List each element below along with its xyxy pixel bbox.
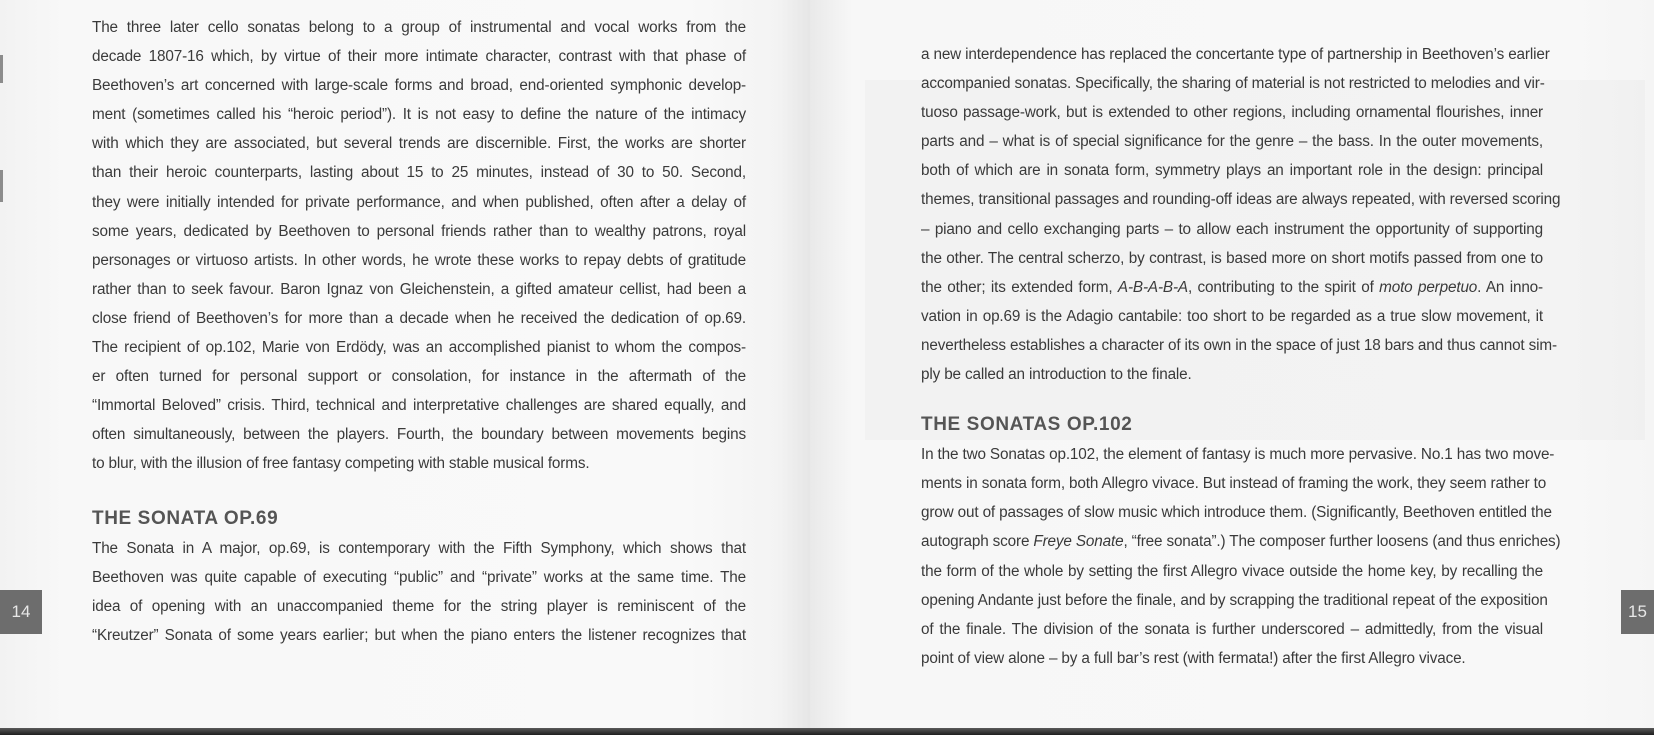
text-line: parts and – what is of special significance for the genre – the bass. In the outer movements,: [921, 133, 1543, 151]
italic-form-label: A-B-A-B-A: [1117, 278, 1188, 296]
text-line: The Sonata in A major, op.69, is contemporary with the Fifth Symphony, which shows that: [92, 539, 746, 557]
text-run: , “free sonata”.) The composer further loosens (and thus enriches): [1123, 533, 1561, 551]
text-run: , contributing to the spirit of: [1187, 278, 1380, 296]
text-line: ment (sometimes called his “heroic period”). It is not easy to define the nature of the intimacy: [92, 106, 746, 124]
text-line: often simultaneously, between the players. Fourth, the boundary between movements begins: [92, 426, 746, 444]
text-line: decade 1807-16 which, by virtue of their more intimate character, contrast with that phase of: [92, 48, 746, 66]
scan-bottom-edge: [0, 728, 1654, 735]
text-line: grow out of passages of slow music which introduce them. (Significantly, Beethoven entitled the: [921, 504, 1552, 522]
text-line: The recipient of op.102, Marie von Erdödy, was an accomplished pianist to whom the compos-: [92, 339, 746, 357]
continued-paragraph: [921, 40, 1561, 389]
text-line: – piano and cello exchanging parts – to allow each instrument the opportunity of supporting: [921, 220, 1543, 238]
op102-paragraph: [921, 440, 1561, 673]
text-line: than their heroic counterparts, lasting about 15 to 25 minutes, instead of 30 to 50. Second,: [92, 164, 746, 182]
op69-paragraph: [92, 534, 746, 650]
text-run: the other; its extended form,: [921, 278, 1118, 296]
section-heading-op69: THE SONATA OP.69: [92, 507, 279, 529]
text-line: Beethoven was quite capable of executing “public” and “private” works at the same time. The: [92, 568, 746, 586]
text-line: of the finale. The division of the sonata is further underscored – admittedly, from the visual: [921, 620, 1543, 638]
right-page-text: [921, 40, 1561, 673]
text-line: a new interdependence has replaced the concertante type of partnership in Beethoven’s earlier: [921, 46, 1550, 63]
edge-mark: [0, 170, 3, 202]
text-line: to blur, with the illusion of free fantasy competing with stable musical forms.: [92, 455, 590, 473]
text-line-with-italics: [921, 273, 1543, 302]
text-line: both of which are in sonata form, symmetry plays an important role in the design: principal: [921, 162, 1543, 180]
text-line: some years, dedicated by Beethoven to personal friends rather than to wealthy patrons, royal: [92, 222, 746, 240]
italic-title: Freye Sonate: [1033, 533, 1124, 551]
edge-mark: [0, 55, 3, 83]
text-line: tuoso passage-work, but is extended to other regions, including ornamental flourishes, inner: [921, 104, 1543, 122]
text-line: rather than to seek favour. Baron Ignaz von Gleichenstein, a gifted amateur cellist, had been a: [92, 280, 746, 298]
text-line: opening Andante just before the finale, and by scrapping the traditional repeat of the exposition: [921, 591, 1548, 609]
italic-term: moto perpetuo: [1379, 278, 1478, 296]
text-line: the form of the whole by setting the first Allegro vivace outside the home key, by recalling the: [921, 562, 1543, 580]
page-number-right: 15: [1621, 590, 1654, 634]
text-line: the other. The central scherzo, by contrast, is based more on short motifs passed from one to: [921, 249, 1543, 267]
text-line: themes, transitional passages and rounding-off ideas are always repeated, with reversed scoring: [921, 191, 1561, 209]
intro-paragraph: [92, 13, 746, 479]
text-line: Beethoven’s art concerned with large-scale forms and broad, end-oriented symphonic develop-: [92, 77, 746, 95]
text-line: personages or virtuoso artists. In other words, he wrote these works to repay debts of gratitude: [92, 251, 746, 269]
text-run: autograph score: [921, 533, 1034, 551]
text-line: The three later cello sonatas belong to a group of instrumental and vocal works from the: [92, 19, 746, 36]
text-line: idea of opening with an unaccompanied theme for the string player is reminiscent of the: [92, 597, 746, 615]
text-line: ply be called an introduction to the finale.: [921, 366, 1192, 384]
text-line: vation in op.69 is the Adagio cantabile: too short to be regarded as a true slow movement, it: [921, 307, 1543, 325]
text-line: they were initially intended for private performance, and when published, often after a delay of: [92, 193, 746, 211]
text-line: “Kreutzer” Sonata of some years earlier; but when the piano enters the listener recognizes that: [92, 626, 746, 644]
text-line: er often turned for personal support or consolation, for instance in the aftermath of the: [92, 368, 746, 386]
text-line: In the two Sonatas op.102, the element of fantasy is much more pervasive. No.1 has two move-: [921, 446, 1555, 464]
text-line: ments in sonata form, both Allegro vivace. But instead of framing the work, they seem rather to: [921, 475, 1547, 493]
text-line: with which they are associated, but several trends are discernible. First, the works are shorter: [92, 135, 746, 153]
text-line: point of view alone – by a full bar’s rest (with fermata!) after the first Allegro vivace.: [921, 649, 1466, 667]
text-line: close friend of Beethoven’s for more than a decade when he received the dedication of op.69.: [92, 309, 746, 327]
text-run: . An inno-: [1477, 278, 1543, 296]
left-page-text: [92, 13, 746, 650]
page-number-left: 14: [0, 590, 42, 634]
text-line: “Immortal Beloved” crisis. Third, technical and interpretative challenges are shared equally, and: [92, 397, 746, 415]
text-line-with-italics: [921, 527, 1561, 556]
text-line: accompanied sonatas. Specifically, the sharing of material is not restricted to melodies and vir-: [921, 75, 1545, 93]
section-heading-op102: THE SONATAS OP.102: [921, 414, 1133, 436]
text-line: nevertheless establishes a character of its own in the space of just 18 bars and thus cannot sim-: [921, 336, 1557, 354]
